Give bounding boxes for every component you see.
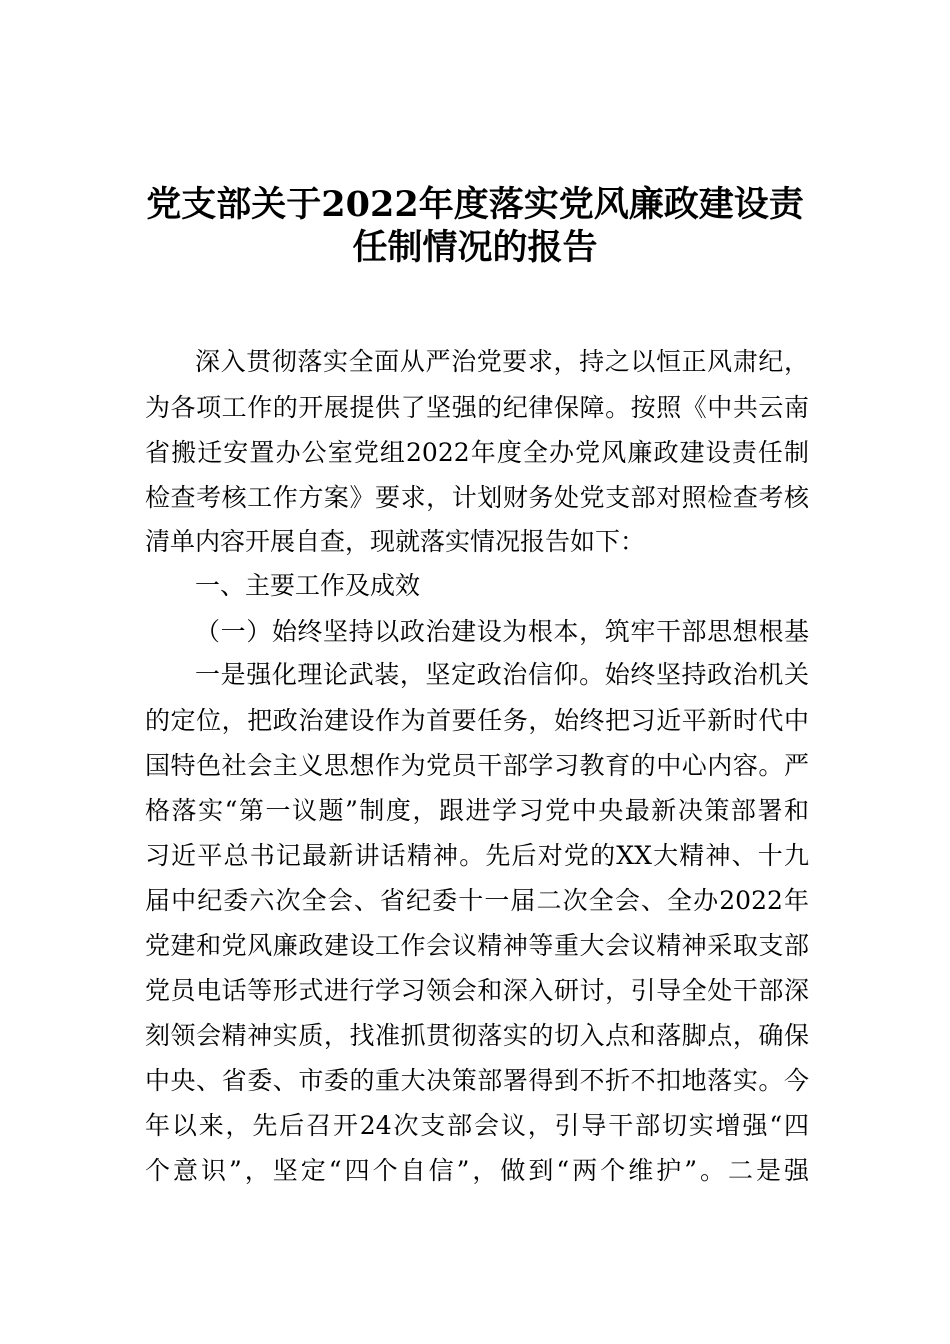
body-line: 一是强化理论武装，坚定政治信仰。始终坚持政治机关 xyxy=(195,660,809,689)
body-line: 个意识”，坚定“四个自信”，做到“两个维护”。二是强 xyxy=(145,1156,809,1185)
body-line: 国特色社会主义思想作为党员干部学习教育的中心内容。严 xyxy=(145,751,809,780)
intro-line: 检查考核工作方案》要求，计划财务处党支部对照检查考核 xyxy=(145,483,809,512)
intro-line: 省搬迁安置办公室党组2022年度全办党风廉政建设责任制 xyxy=(145,438,809,467)
body-line: 习近平总书记最新讲话精神。先后对党的XX大精神、十九 xyxy=(145,841,809,870)
intro-line: 深入贯彻落实全面从严治党要求，持之以恒正风肃纪， xyxy=(195,347,809,376)
body-line: 刻领会精神实质，找准抓贯彻落实的切入点和落脚点，确保 xyxy=(145,1021,809,1050)
document-title-line-2: 任制情况的报告 xyxy=(352,227,598,268)
body-line: 届中纪委六次全会、省纪委十一届二次全会、全办2022年 xyxy=(145,886,809,915)
intro-line: 清单内容开展自查，现就落实情况报告如下： xyxy=(145,527,646,556)
section-heading-1: 一、主要工作及成效 xyxy=(195,571,421,600)
body-line: 党建和党风廉政建设工作会议精神等重大会议精神采取支部 xyxy=(145,931,809,960)
body-line: 的定位，把政治建设作为首要任务，始终把习近平新时代中 xyxy=(145,706,809,735)
body-line: 党员电话等形式进行学习领会和深入研讨，引导全处干部深 xyxy=(145,976,809,1005)
body-line: 年以来，先后召开24次支部会议，引导干部切实增强“四 xyxy=(145,1111,809,1140)
intro-line: 为各项工作的开展提供了坚强的纪律保障。按照《中共云南 xyxy=(145,393,809,422)
subsection-heading-1: （一）始终坚持以政治建设为根本，筑牢干部思想根基 xyxy=(195,617,809,646)
body-line: 中央、省委、市委的重大决策部署得到不折不扣地落实。今 xyxy=(145,1066,809,1095)
body-line: 格落实“第一议题”制度，跟进学习党中央最新决策部署和 xyxy=(145,796,809,825)
document-title-line-1: 党支部关于2022年度落实党风廉政建设责 xyxy=(146,184,804,225)
